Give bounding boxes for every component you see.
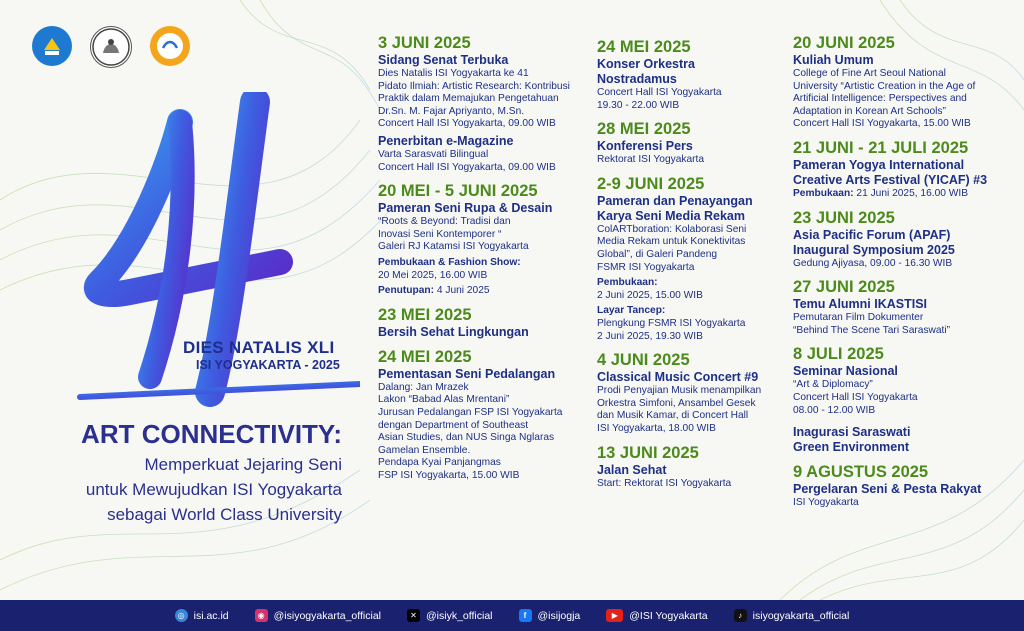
theme-line-2: untuk Mewujudkan ISI Yogyakarta <box>85 480 342 499</box>
event-detail: Global”, di Galeri Pandeng <box>597 248 718 260</box>
event-detail: dan Musik Kamar, di Concert Hall <box>597 410 749 422</box>
event-detail: Dalang: Jan Mrazek <box>378 381 469 393</box>
globe-icon: ◎ <box>175 609 188 622</box>
event-title: Pameran Yogya International <box>793 157 965 172</box>
facebook-icon: f <box>519 609 532 622</box>
event-detail: 4 Juni 2025 <box>436 285 490 297</box>
footer-facebook[interactable] <box>519 609 581 622</box>
event-yicaf <box>793 139 987 201</box>
event-title: Temu Alumni IKASTISI <box>793 297 928 312</box>
event-detail: Pemutaran Film Dokumenter <box>793 312 924 324</box>
event-detail: Media Rekam untuk Konektivitas <box>597 236 746 248</box>
event-date: 9 AGUSTUS 2025 <box>793 463 929 482</box>
event-detail: 08.00 - 12.00 WIB <box>793 404 876 416</box>
event-apaf <box>793 209 987 271</box>
event-date: 28 MEI 2025 <box>597 120 691 139</box>
footer-youtube-label: @ISI Yogyakarta <box>629 609 708 622</box>
event-detail-label: Pembukaan: <box>793 187 854 199</box>
event-detail: Asian Studies, dan NUS Singa Nglaras <box>378 432 555 444</box>
event-title: Inaugural Symposium 2025 <box>793 242 955 257</box>
event-inagurasi <box>793 425 987 455</box>
event-detail: ISI Yogyakarta <box>793 497 859 509</box>
event-title: Pementasan Seni Pedalangan <box>378 366 556 381</box>
event-title: Pameran dan Penayangan <box>597 193 753 208</box>
event-detail: “Roots & Beyond: Tradisi dan <box>378 216 511 228</box>
event-title: Classical Music Concert #9 <box>597 370 759 385</box>
tiktok-icon: ♪ <box>734 609 747 622</box>
schedule-column-1 <box>378 34 570 482</box>
footer-website[interactable] <box>175 609 229 622</box>
event-detail: Adaptation in Korean Art Schools” <box>793 105 946 117</box>
event-detail: “Art & Diplomacy” <box>793 379 873 391</box>
event-seni-pedalangan <box>378 348 570 483</box>
dies-natalis-logo <box>150 26 190 66</box>
event-title: Kuliah Umum <box>793 53 874 67</box>
event-detail: Gamelan Ensemble. <box>378 444 471 456</box>
footer-youtube[interactable] <box>606 609 707 622</box>
event-title: Creative Arts Festival (YICAF) #3 <box>793 172 988 187</box>
event-sidang-senat <box>378 34 570 131</box>
event-detail: Jurusan Pedalangan FSP ISI Yogyakarta <box>378 406 563 418</box>
event-konser-orkestra <box>597 38 761 112</box>
event-jalan-sehat <box>597 444 761 491</box>
event-detail: Concert Hall ISI Yogyakarta <box>597 87 722 98</box>
event-detail: Varta Sarasvati Bilingual <box>378 148 489 160</box>
event-detail: FSP ISI Yogyakarta, 15.00 WIB <box>378 469 520 481</box>
event-detail: ColARTboration: Kolaborasi Seni <box>597 223 747 235</box>
kemendikbud-logo <box>32 26 72 66</box>
footer-facebook-label: @isijogja <box>537 609 581 622</box>
event-title: Jalan Sehat <box>597 462 667 477</box>
theme-line-1: Memperkuat Jejaring Seni <box>144 455 342 474</box>
event-detail: Concert Hall ISI Yogyakarta, 09.00 WIB <box>378 118 556 130</box>
event-detail: Start: Rektorat ISI Yogyakarta <box>597 477 732 489</box>
event-detail: FSMR ISI Yogyakarta <box>597 261 695 273</box>
event-detail: ISI Yogyakarta, 18.00 WIB <box>597 422 716 434</box>
event-detail: Artificial Intelligence: Perspectives and <box>793 93 967 105</box>
event-title: Green Environment <box>793 440 909 455</box>
event-detail: 19.30 - 22.00 WIB <box>597 99 680 111</box>
isi-logo <box>90 26 132 68</box>
youtube-icon: ▶ <box>606 609 623 622</box>
event-detail: 21 Juni 2025, 16.00 WIB <box>856 187 968 199</box>
event-title: Inagurasi Saraswati <box>793 425 911 440</box>
event-date: 24 MEI 2025 <box>378 347 472 366</box>
event-detail: Gedung Ajiyasa, 09.00 - 16.30 WIB <box>793 257 953 269</box>
event-detail: Praktik dalam Memajukan Pengetahuan <box>378 93 559 105</box>
event-bersih-sehat <box>378 306 570 340</box>
event-detail: “Behind The Scene Tari Saraswati” <box>793 324 951 336</box>
event-detail-label: Penutupan: <box>378 285 435 297</box>
event-detail: Concert Hall ISI Yogyakarta, 09.00 WIB <box>378 161 556 173</box>
schedule-column-3 <box>793 34 987 510</box>
event-detail: College of Fine Art Seoul National <box>793 68 946 79</box>
event-date: 20 JUNI 2025 <box>793 34 895 52</box>
event-detail: 2 Juni 2025, 19.30 WIB <box>597 330 703 342</box>
event-detail: Pidato Ilmiah: Artistic Research: Kontribusi <box>378 80 570 92</box>
footer-tiktok[interactable] <box>734 609 850 622</box>
event-detail: Concert Hall ISI Yogyakarta <box>793 391 918 403</box>
event-title: Bersih Sehat Lingkungan <box>378 324 529 339</box>
event-pameran-seni-rupa <box>378 182 570 298</box>
logo-row <box>32 26 190 68</box>
event-detail: University “Artistic Creation in the Age of <box>793 80 976 92</box>
event-detail: Rektorat ISI Yogyakarta <box>597 154 705 166</box>
event-detail: Orkestra Simfoni, Ansambel Gesek <box>597 397 756 409</box>
event-seminar-nasional <box>793 345 987 417</box>
event-date: 3 JUNI 2025 <box>378 34 471 52</box>
footer-instagram-label: @isiyogyakarta_official <box>273 609 381 622</box>
event-temu-alumni <box>793 278 987 337</box>
dies-natalis-subtitle: ISI YOGYAKARTA - 2025 <box>196 358 340 372</box>
event-date: 27 JUNI 2025 <box>793 278 895 297</box>
event-date: 21 JUNI - 21 JULI 2025 <box>793 138 969 157</box>
event-e-magazine <box>378 134 570 174</box>
event-date: 8 JULI 2025 <box>793 345 884 364</box>
event-title: Sidang Senat Terbuka <box>378 53 509 67</box>
event-detail-label: Pembukaan & Fashion Show: <box>378 256 521 268</box>
event-title: Konferensi Pers <box>597 139 693 154</box>
event-detail-label: Layar Tancep: <box>597 305 666 317</box>
event-detail: 2 Juni 2025, 15.00 WIB <box>597 289 703 301</box>
event-title: Seminar Nasional <box>793 364 898 379</box>
event-detail-label: Pembukaan: <box>597 277 658 289</box>
event-detail: Inovasi Seni Kontemporer “ <box>378 228 502 240</box>
event-detail: Concert Hall ISI Yogyakarta, 15.00 WIB <box>793 118 971 130</box>
event-pameran-media-rekam <box>597 175 761 343</box>
event-date: 2-9 JUNI 2025 <box>597 174 705 193</box>
event-detail: Pendapa Kyai Panjangmas <box>378 457 501 469</box>
event-title: Nostradamus <box>597 72 677 86</box>
event-title: Penerbitan e-Magazine <box>378 133 514 148</box>
event-kuliah-umum <box>793 34 987 131</box>
footer-x[interactable] <box>407 609 493 622</box>
event-detail: Prodi Penyajian Musik menampilkan <box>597 385 762 397</box>
event-date: 4 JUNI 2025 <box>597 351 690 370</box>
theme-line-3: sebagai World Class University <box>107 505 342 524</box>
event-konferensi-pers <box>597 120 761 167</box>
event-detail: Dies Natalis ISI Yogyakarta ke 41 <box>378 68 529 79</box>
event-detail: Lakon “Babad Alas Mrentani” <box>378 394 510 406</box>
footer-instagram[interactable] <box>255 609 381 622</box>
event-date: 23 JUNI 2025 <box>793 208 895 227</box>
event-title: Asia Pacific Forum (APAF) <box>793 227 951 242</box>
event-title: Karya Seni Media Rekam <box>597 208 745 223</box>
event-title: Pergelaran Seni & Pesta Rakyat <box>793 482 982 497</box>
event-date: 13 JUNI 2025 <box>597 443 699 462</box>
schedule-column-2 <box>597 38 761 490</box>
event-date: 20 MEI - 5 JUNI 2025 <box>378 182 538 201</box>
event-detail: Galeri RJ Katamsi ISI Yogyakarta <box>378 241 529 253</box>
event-date: 24 MEI 2025 <box>597 38 691 56</box>
event-detail: 20 Mei 2025, 16.00 WIB <box>378 269 488 281</box>
footer-tiktok-label: isiyogyakarta_official <box>752 609 850 622</box>
instagram-icon: ◉ <box>255 609 268 622</box>
event-detail: Plengkung FSMR ISI Yogyakarta <box>597 317 746 329</box>
event-detail: dengan Department of Southeast <box>378 419 529 431</box>
footer-bar <box>0 600 1024 631</box>
event-pergelaran-seni <box>793 463 987 510</box>
event-detail: Dr.Sn. M. Fajar Apriyanto, M.Sn. <box>378 105 525 117</box>
event-title: Konser Orkestra <box>597 57 695 71</box>
event-date: 23 MEI 2025 <box>378 305 472 324</box>
footer-x-label: @isiyk_official <box>426 609 493 622</box>
x-icon: ✕ <box>407 609 420 622</box>
theme-title: ART CONNECTIVITY: <box>81 419 342 449</box>
event-title: Pameran Seni Rupa & Desain <box>378 201 553 216</box>
event-classical-concert <box>597 351 761 435</box>
footer-website-label: isi.ac.id <box>193 609 229 622</box>
dies-natalis-title: DIES NATALIS XLI <box>183 338 335 357</box>
